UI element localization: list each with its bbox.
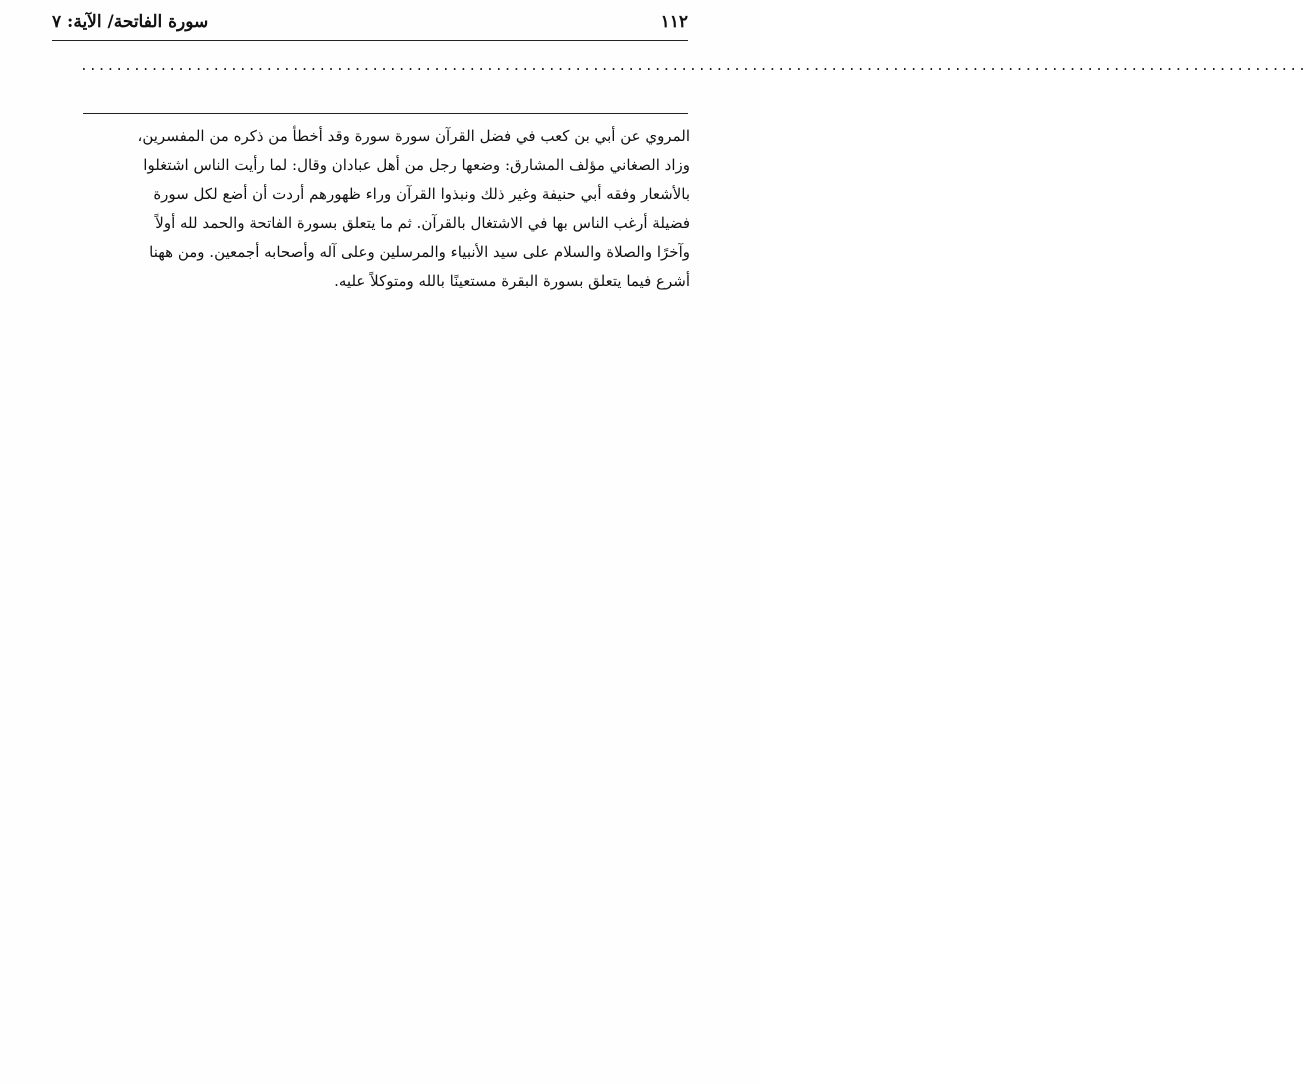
body-line: وزاد الصغاني مؤلف المشارق: وضعها رجل من أهل عبادان وقال: لما رأيت الناس اشتغلوا	[143, 156, 690, 174]
body-paragraph	[70, 122, 690, 296]
body-line: فضيلة أرغب الناس بها في الاشتغال بالقرآن. ثم ما يتعلق بسورة الفاتحة والحمد لله أولاً	[155, 214, 690, 232]
body-line: وآخرًا والصلاة والسلام على سيد الأنبياء والمرسلين وعلى آله وأصحابه أجمعين. ومن ههنا	[149, 243, 690, 261]
dotted-separator: ...........................................................................................................................................	[80, 59, 1307, 74]
header-divider	[52, 40, 688, 41]
section-divider	[83, 113, 688, 114]
page-number: ١١٢	[660, 12, 688, 32]
body-line: المروي عن أبي بن كعب في فضل القرآن سورة سورة وقد أخطأ من ذكره من المفسرين،	[137, 127, 690, 145]
body-line: بالأشعار وفقه أبي حنيفة وغير ذلك ونبذوا القرآن وراء ظهورهم أردت أن أضع لكل سورة	[153, 185, 690, 203]
running-header-chapter: سورة الفاتحة/ الآية: ٧	[52, 12, 209, 32]
body-line: أشرع فيما يتعلق بسورة البقرة مستعينًا بالله ومتوكلاً عليه.	[334, 272, 690, 290]
